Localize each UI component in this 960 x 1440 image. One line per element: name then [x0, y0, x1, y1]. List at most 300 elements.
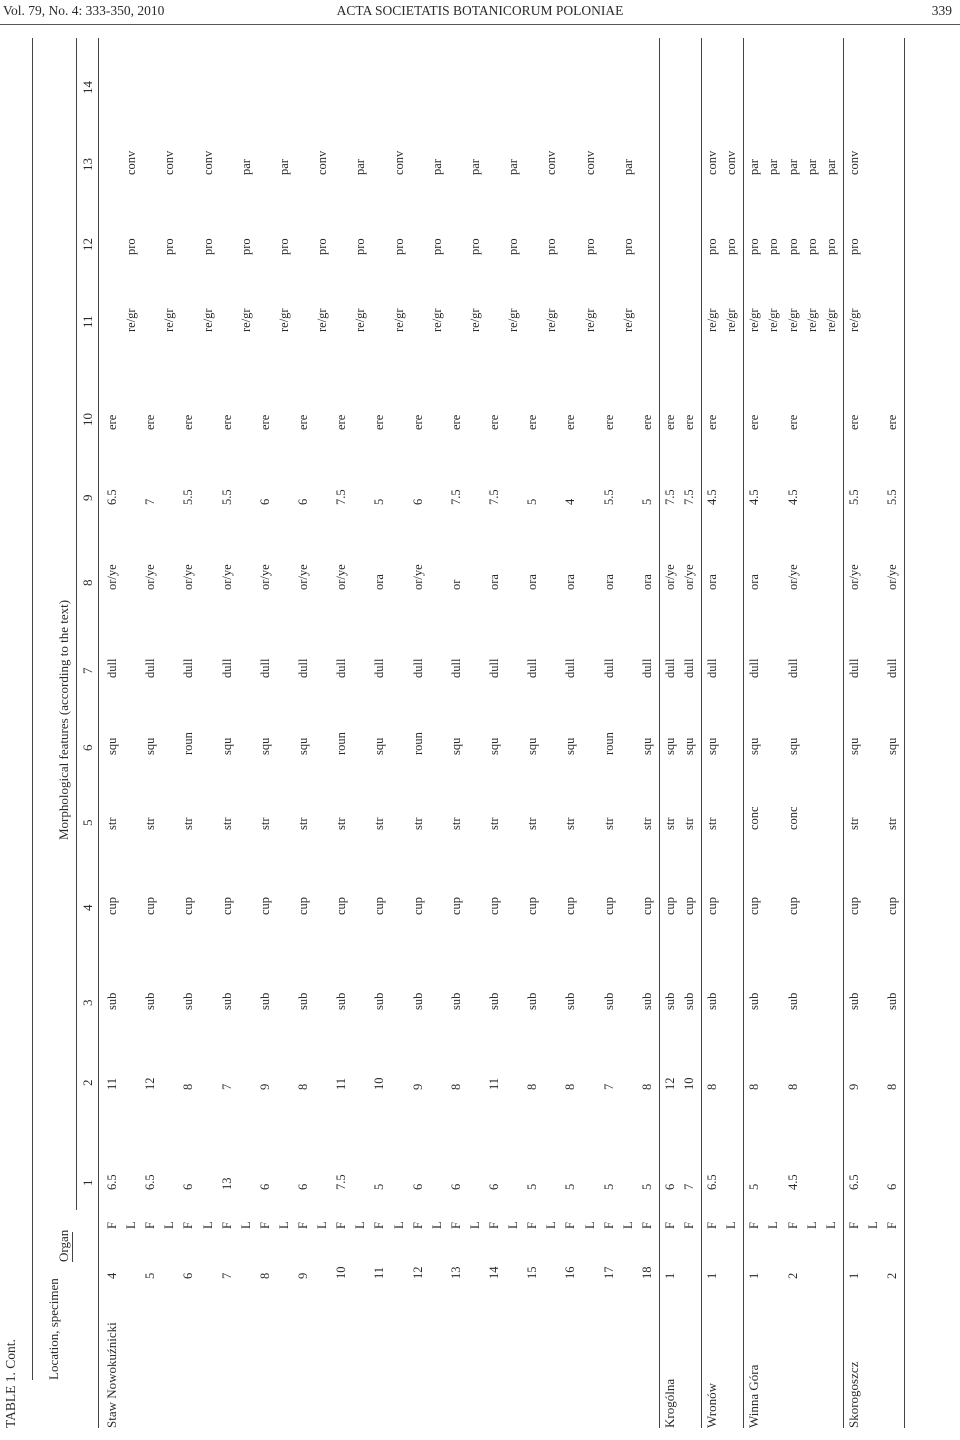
feature-value: or	[448, 579, 463, 590]
feature-value: squ	[639, 737, 654, 755]
feature-value: roun	[601, 732, 616, 755]
location-name: Wronów	[704, 1383, 720, 1428]
feature-value: cup	[705, 896, 720, 915]
feature-value: str	[448, 817, 463, 830]
feature-value: 5.5	[219, 489, 234, 505]
feature-value: cup	[181, 896, 196, 915]
feature-value: 5	[525, 1183, 540, 1190]
feature-value: re/gr	[124, 308, 139, 332]
organ-code: F	[372, 1222, 387, 1229]
feature-value: 7.5	[662, 489, 677, 505]
feature-value: ere	[296, 414, 310, 430]
feature-value: 7	[682, 1183, 696, 1190]
specimen-number: 1	[747, 1272, 762, 1279]
feature-value: cup	[257, 896, 272, 915]
feature-value: dull	[662, 658, 677, 678]
feature-value: 8	[705, 1083, 720, 1090]
organ-code: F	[448, 1222, 463, 1229]
feature-value: par	[804, 159, 819, 175]
feature-value: 13	[219, 1177, 234, 1190]
feature-value: or/ye	[785, 564, 800, 590]
group-separator-rule	[701, 38, 702, 1428]
feature-value: roun	[181, 732, 196, 755]
feature-value: sub	[639, 992, 654, 1010]
specimen-number: 2	[885, 1272, 899, 1279]
feature-value: or/ye	[410, 564, 425, 590]
organ-code: F	[563, 1222, 578, 1229]
feature-value: 6	[885, 1183, 899, 1190]
feature-value: ere	[525, 414, 540, 430]
feature-value: sub	[334, 992, 349, 1010]
organ-code: F	[705, 1222, 720, 1229]
feature-value: re/gr	[200, 308, 215, 332]
feature-value: or/ye	[296, 564, 310, 590]
feature-value: conv	[200, 150, 215, 175]
feature-value: dull	[846, 658, 861, 678]
feature-value: sub	[181, 992, 196, 1010]
feature-value: 4.5	[747, 489, 762, 505]
feature-value: 6	[181, 1183, 196, 1190]
feature-value: conc	[747, 806, 762, 830]
organ-code: L	[162, 1221, 177, 1229]
feature-value: sub	[448, 992, 463, 1010]
organ-code: F	[105, 1222, 119, 1229]
feature-value: sub	[662, 992, 677, 1010]
feature-value: dull	[705, 658, 720, 678]
feature-value: ora	[525, 574, 540, 590]
feature-value: 6	[257, 1183, 272, 1190]
feature-value: ora	[372, 574, 387, 590]
organ-code: L	[353, 1221, 368, 1229]
feature-col-header-12: 12	[80, 238, 95, 251]
feature-value: par	[785, 159, 800, 175]
feature-value: re/gr	[705, 308, 720, 332]
feature-value: 4	[563, 498, 578, 505]
organ-code: L	[467, 1221, 482, 1229]
feature-value: par	[429, 159, 444, 175]
organ-code: L	[506, 1221, 521, 1229]
header-location: Location, specimen	[46, 1278, 61, 1380]
feature-value: cup	[334, 896, 349, 915]
header-rule	[0, 24, 960, 25]
feature-value: 4.5	[785, 1174, 800, 1190]
feature-value: 4.5	[785, 489, 800, 505]
feature-value: dull	[105, 658, 119, 678]
feature-value: cup	[747, 896, 762, 915]
feature-value: pro	[506, 238, 521, 255]
journal-volume: Vol. 79, No. 4: 333-350, 2010	[3, 3, 165, 18]
feature-value: ora	[747, 574, 762, 590]
group-separator-rule	[743, 38, 744, 1428]
feature-value: 5	[747, 1183, 762, 1190]
feature-col-header-8: 8	[80, 579, 95, 586]
feature-value: re/gr	[391, 308, 406, 332]
feature-value: sub	[682, 992, 696, 1010]
specimen-number: 9	[296, 1272, 310, 1279]
organ-code: L	[804, 1221, 819, 1229]
feature-col-header-11: 11	[80, 315, 95, 328]
organ-code: F	[410, 1222, 425, 1229]
feature-value: cup	[885, 896, 899, 915]
feature-value: ere	[487, 414, 501, 430]
feature-value: cup	[219, 896, 234, 915]
feature-value: re/gr	[823, 308, 838, 332]
feature-value: squ	[682, 737, 696, 755]
feature-value: cup	[525, 896, 540, 915]
feature-value: conv	[162, 150, 177, 175]
feature-value: ora	[601, 574, 616, 590]
feature-value: 10	[372, 1077, 387, 1090]
feature-col-header-14: 14	[80, 81, 95, 94]
feature-value: cup	[563, 896, 578, 915]
feature-value: sub	[563, 992, 578, 1010]
feature-value: cup	[662, 896, 677, 915]
group-separator-rule	[659, 38, 660, 1428]
feature-value: ere	[257, 414, 272, 430]
specimen-number: 1	[846, 1272, 861, 1279]
organ-code: F	[525, 1222, 540, 1229]
feature-value: squ	[372, 737, 387, 755]
feature-value: 7.5	[334, 489, 349, 505]
feature-value: conv	[124, 150, 139, 175]
feature-value: squ	[885, 737, 899, 755]
feature-col-header-1: 1	[80, 1179, 95, 1186]
feature-value: 8	[747, 1083, 762, 1090]
features-rule	[76, 38, 77, 1210]
feature-value: re/gr	[162, 308, 177, 332]
feature-value: str	[296, 817, 310, 830]
feature-value: dull	[448, 658, 463, 678]
feature-value: dull	[181, 658, 196, 678]
feature-value: sub	[410, 992, 425, 1010]
feature-value: squ	[705, 737, 720, 755]
organ-rule	[72, 1232, 73, 1262]
feature-value: pro	[276, 238, 291, 255]
feature-value: 6	[410, 1183, 425, 1190]
organ-code: L	[823, 1221, 838, 1229]
feature-value: dull	[487, 658, 501, 678]
feature-value: squ	[257, 737, 272, 755]
feature-value: sub	[487, 992, 501, 1010]
feature-value: or/ye	[885, 564, 899, 590]
feature-value: str	[525, 817, 540, 830]
feature-value: dull	[257, 658, 272, 678]
feature-value: pro	[705, 238, 720, 255]
feature-value: 7.5	[334, 1174, 349, 1190]
header-bottom-rule	[98, 38, 99, 1428]
feature-value: squ	[747, 737, 762, 755]
feature-value: sub	[257, 992, 272, 1010]
feature-value: squ	[105, 737, 119, 755]
feature-value: 7	[601, 1083, 616, 1090]
feature-value: sub	[525, 992, 540, 1010]
feature-value: dull	[334, 658, 349, 678]
feature-value: dull	[682, 658, 696, 678]
feature-value: dull	[639, 658, 654, 678]
specimen-number: 17	[601, 1266, 616, 1279]
feature-value: squ	[525, 737, 540, 755]
feature-value: 11	[334, 1077, 349, 1090]
feature-value: str	[219, 817, 234, 830]
feature-value: ora	[563, 574, 578, 590]
feature-value: str	[639, 817, 654, 830]
feature-value: 5	[372, 1183, 387, 1190]
feature-value: or/ye	[105, 564, 119, 590]
feature-value: 6.5	[143, 1174, 158, 1190]
feature-value: cup	[785, 896, 800, 915]
feature-value: 8	[563, 1083, 578, 1090]
feature-value: or/ye	[181, 564, 196, 590]
organ-code: L	[544, 1221, 559, 1229]
page-number: 339	[931, 3, 952, 18]
specimen-number: 2	[785, 1272, 800, 1279]
feature-value: pro	[467, 238, 482, 255]
feature-value: cup	[448, 896, 463, 915]
feature-value: pro	[582, 238, 597, 255]
feature-value: squ	[662, 737, 677, 755]
feature-value: 9	[846, 1083, 861, 1090]
feature-value: 5	[639, 1183, 654, 1190]
feature-value: pro	[766, 238, 781, 255]
organ-code: L	[429, 1221, 444, 1229]
feature-value: conv	[315, 150, 330, 175]
feature-value: str	[334, 817, 349, 830]
feature-value: sub	[219, 992, 234, 1010]
group-separator-rule	[843, 38, 844, 1428]
feature-value: squ	[846, 737, 861, 755]
feature-value: conv	[391, 150, 406, 175]
feature-value: 5	[601, 1183, 616, 1190]
feature-value: 5	[563, 1183, 578, 1190]
feature-value: 6	[662, 1183, 677, 1190]
feature-value: sub	[296, 992, 310, 1010]
feature-value: dull	[143, 658, 158, 678]
feature-value: str	[105, 817, 119, 830]
feature-value: par	[506, 159, 521, 175]
feature-value: 8	[181, 1083, 196, 1090]
feature-value: ere	[410, 414, 425, 430]
feature-value: conv	[724, 150, 739, 175]
feature-value: re/gr	[747, 308, 762, 332]
feature-value: 8	[639, 1083, 654, 1090]
feature-value: sub	[105, 992, 119, 1010]
feature-value: 9	[410, 1083, 425, 1090]
feature-value: 5.5	[885, 489, 899, 505]
organ-code: L	[766, 1221, 781, 1229]
feature-value: 8	[525, 1083, 540, 1090]
feature-value: 6.5	[846, 1174, 861, 1190]
feature-value: ere	[705, 414, 720, 430]
feature-value: or/ye	[257, 564, 272, 590]
feature-value: re/gr	[582, 308, 597, 332]
feature-value: ere	[563, 414, 578, 430]
feature-value: pro	[162, 238, 177, 255]
feature-value: str	[372, 817, 387, 830]
feature-value: cup	[410, 896, 425, 915]
feature-value: pro	[200, 238, 215, 255]
feature-value: str	[601, 817, 616, 830]
feature-value: str	[705, 817, 720, 830]
feature-value: re/gr	[804, 308, 819, 332]
feature-value: dull	[410, 658, 425, 678]
feature-value: 8	[448, 1083, 463, 1090]
feature-value: dull	[747, 658, 762, 678]
header-organ: Organ	[56, 1229, 71, 1262]
organ-code: L	[620, 1221, 635, 1229]
feature-value: re/gr	[506, 308, 521, 332]
organ-code: L	[724, 1221, 739, 1229]
feature-value: 8	[785, 1083, 800, 1090]
feature-value: ere	[846, 414, 861, 430]
organ-code: L	[315, 1221, 330, 1229]
feature-value: ere	[334, 414, 349, 430]
feature-value: squ	[219, 737, 234, 755]
feature-value: 11	[105, 1077, 119, 1090]
feature-value: dull	[296, 658, 310, 678]
feature-value: dull	[525, 658, 540, 678]
feature-value: par	[238, 159, 253, 175]
feature-value: ere	[448, 414, 463, 430]
feature-value: re/gr	[544, 308, 559, 332]
feature-value: ere	[662, 414, 677, 430]
feature-value: cup	[601, 896, 616, 915]
feature-value: str	[662, 817, 677, 830]
feature-col-header-3: 3	[80, 999, 95, 1006]
feature-value: 5.5	[846, 489, 861, 505]
organ-code: F	[334, 1222, 349, 1229]
feature-value: 12	[662, 1077, 677, 1090]
specimen-number: 6	[181, 1272, 196, 1279]
organ-code: F	[296, 1222, 310, 1229]
feature-value: ora	[487, 574, 501, 590]
feature-col-header-9: 9	[80, 494, 95, 501]
feature-value: roun	[410, 732, 425, 755]
organ-code: L	[391, 1221, 406, 1229]
feature-value: cup	[487, 896, 501, 915]
feature-value: squ	[296, 737, 310, 755]
feature-value: str	[257, 817, 272, 830]
location-name: Winna Góra	[746, 1364, 762, 1428]
feature-value: cup	[639, 896, 654, 915]
feature-value: ere	[885, 414, 899, 430]
organ-code: F	[682, 1222, 696, 1229]
feature-value: 7.5	[448, 489, 463, 505]
feature-value: sub	[747, 992, 762, 1010]
feature-value: or/ye	[143, 564, 158, 590]
feature-value: 12	[143, 1077, 158, 1090]
feature-value: roun	[334, 732, 349, 755]
feature-value: ora	[639, 574, 654, 590]
specimen-number: 16	[563, 1266, 578, 1279]
feature-value: re/gr	[238, 308, 253, 332]
organ-code: F	[601, 1222, 616, 1229]
feature-value: ere	[372, 414, 387, 430]
feature-value: squ	[785, 737, 800, 755]
feature-value: pro	[353, 238, 368, 255]
feature-value: cup	[143, 896, 158, 915]
feature-col-header-5: 5	[80, 819, 95, 826]
feature-value: 6	[296, 498, 310, 505]
feature-value: re/gr	[315, 308, 330, 332]
feature-value: or/ye	[662, 564, 677, 590]
feature-value: ere	[181, 414, 196, 430]
feature-value: squ	[487, 737, 501, 755]
feature-value: 6.5	[705, 1174, 720, 1190]
feature-value: 7	[219, 1083, 234, 1090]
feature-value: str	[410, 817, 425, 830]
feature-value: str	[682, 817, 696, 830]
organ-code: F	[257, 1222, 272, 1229]
specimen-number: 8	[257, 1272, 272, 1279]
feature-value: 5.5	[601, 489, 616, 505]
feature-value: re/gr	[429, 308, 444, 332]
feature-value: str	[143, 817, 158, 830]
feature-value: str	[885, 817, 899, 830]
table-left-rule	[32, 38, 33, 1380]
feature-value: par	[747, 159, 762, 175]
feature-value: pro	[804, 238, 819, 255]
organ-code: F	[639, 1222, 654, 1229]
feature-value: or/ye	[846, 564, 861, 590]
feature-value: sub	[785, 992, 800, 1010]
feature-value: dull	[563, 658, 578, 678]
feature-value: par	[620, 159, 635, 175]
feature-value: ere	[143, 414, 158, 430]
group-separator-rule	[904, 38, 905, 1428]
feature-value: 6.5	[105, 1174, 119, 1190]
feature-value: or/ye	[334, 564, 349, 590]
specimen-number: 12	[410, 1266, 425, 1279]
feature-value: 8	[885, 1083, 899, 1090]
feature-col-header-13: 13	[80, 158, 95, 171]
feature-value: 7	[143, 498, 158, 505]
location-name: Krogólna	[661, 1378, 677, 1428]
organ-code: L	[124, 1221, 139, 1229]
specimen-number: 1	[662, 1272, 677, 1279]
location-name: Skorogoszcz	[845, 1361, 861, 1428]
organ-code: F	[487, 1222, 501, 1229]
feature-value: 6	[487, 1183, 501, 1190]
feature-value: pro	[124, 238, 139, 255]
feature-value: dull	[885, 658, 899, 678]
feature-value: sub	[885, 992, 899, 1010]
feature-value: re/gr	[276, 308, 291, 332]
feature-value: ere	[105, 414, 119, 430]
feature-value: or/ye	[219, 564, 234, 590]
feature-value: par	[766, 159, 781, 175]
feature-value: 7.5	[682, 489, 696, 505]
feature-value: cup	[105, 896, 119, 915]
feature-value: squ	[563, 737, 578, 755]
feature-value: str	[563, 817, 578, 830]
feature-value: pro	[747, 238, 762, 255]
organ-code: L	[276, 1221, 291, 1229]
feature-value: 5	[639, 498, 654, 505]
rotated-table	[0, 30, 960, 1440]
feature-value: cup	[296, 896, 310, 915]
feature-value: ere	[747, 414, 762, 430]
feature-value: conv	[582, 150, 597, 175]
feature-value: str	[846, 817, 861, 830]
feature-value: par	[276, 159, 291, 175]
feature-value: 8	[296, 1083, 310, 1090]
feature-value: pro	[846, 238, 861, 255]
feature-value: or/ye	[682, 564, 696, 590]
feature-value: conv	[544, 150, 559, 175]
feature-value: re/gr	[785, 308, 800, 332]
feature-value: cup	[372, 896, 387, 915]
feature-value: dull	[785, 658, 800, 678]
